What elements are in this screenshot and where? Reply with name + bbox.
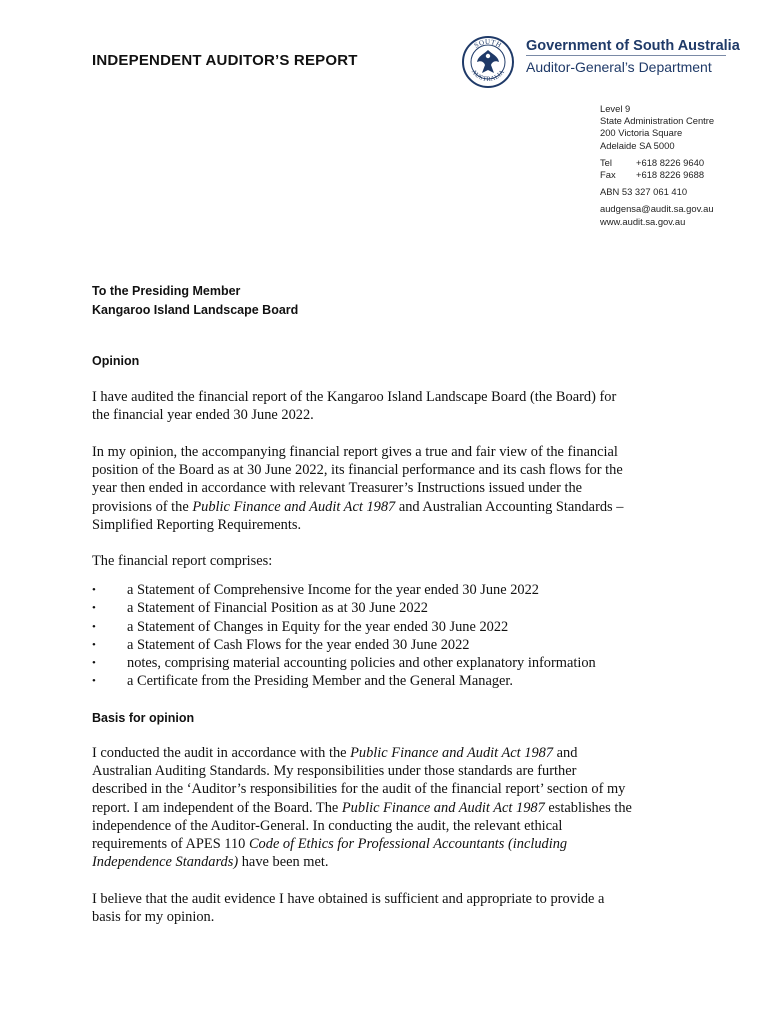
comprises-intro: The financial report comprises: — [92, 553, 273, 569]
svg-text:AUSTRALIA: AUSTRALIA — [469, 68, 507, 83]
list-item: • a Statement of Comprehensive Income for the year ended 30 June 2022 — [92, 581, 596, 599]
address-street: 200 Victoria Square — [600, 127, 683, 139]
code-title: Independence Standards) — [92, 854, 239, 871]
government-name: Government of South Australia — [526, 38, 740, 54]
fax-number: +618 8226 9688 — [636, 169, 705, 181]
svg-text:SOUTH: SOUTH — [472, 37, 504, 50]
email-address: audgensa@audit.sa.gov.au — [600, 203, 714, 215]
report-components-list — [92, 581, 596, 691]
list-item: • a Statement of Changes in Equity for the year ended 30 June 2022 — [92, 618, 596, 636]
basis-paragraph-1: I conducted the audit in accordance with the Public Finance and Audit Act 1987 and Australian Auditing Standards. My responsibilities under those standards are further described in the ‘Auditor’s responsibilities for the audit of the financial report’ section of my report. I am independent of the Board. The Public Finance and Audit Act 1987 establishes the independence of the Auditor-General. In conducting the audit, the relevant ethical requirements of APES 110 Code of Ethics for Professional Accountants (including Independence Standards) have been met. — [92, 745, 632, 871]
act-title: Public Finance and Audit Act 1987 — [350, 745, 554, 761]
addressee-line-1: To the Presiding Member — [92, 284, 241, 298]
list-item: • a Statement of Cash Flows for the year ended 30 June 2022 — [92, 636, 596, 654]
organisation-name — [526, 37, 756, 77]
opinion-heading: Opinion — [92, 354, 140, 368]
opinion-paragraph-1: I have audited the financial report of the Kangaroo Island Landscape Board (the Board) for the financial year ended 30 June 2022. — [92, 389, 617, 424]
address-city: Adelaide SA 5000 — [600, 139, 675, 151]
report-title: INDEPENDENT AUDITOR’S REPORT — [92, 52, 358, 69]
government-crest-logo — [458, 34, 518, 90]
basis-paragraph-2: I believe that the audit evidence I have obtained is sufficient and appropriate to provide a basis for my opinion. — [92, 891, 605, 926]
fax-label: Fax — [600, 169, 616, 181]
act-title: Public Finance and Audit Act 1987 — [192, 498, 396, 515]
list-item: • a Statement of Financial Position as at 30 June 2022 — [92, 599, 596, 617]
office-address-block — [600, 103, 760, 228]
basis-heading: Basis for opinion — [92, 711, 195, 725]
list-item: • a Certificate from the Presiding Member and the General Manager. — [92, 672, 596, 690]
website-address: www.audit.sa.gov.au — [600, 215, 686, 227]
addressee-line-2: Kangaroo Island Landscape Board — [92, 303, 299, 317]
department-name: Auditor-General’s Department — [526, 59, 712, 75]
header-divider — [526, 55, 726, 56]
code-title: Code of Ethics for Professional Accountants (including — [248, 836, 568, 853]
addressee-block — [92, 282, 298, 320]
address-level: Level 9 — [600, 103, 631, 114]
telephone-label: Tel — [600, 156, 612, 168]
telephone-line — [600, 157, 760, 169]
abn: ABN 53 327 061 410 — [600, 186, 688, 198]
fax-line — [600, 169, 760, 181]
telephone-number: +618 8226 9640 — [636, 156, 705, 168]
act-title: Public Finance and Audit Act 1987 — [341, 799, 545, 816]
opinion-paragraph-2: In my opinion, the accompanying financial report gives a true and fair view of the financial position of the Board as at 30 June 2022, its financial performance and its cash flows for the year then ended in accordance with relevant Treasurer’s Instructions issued under the provisions of the Public Finance and Audit Act 1987 and Australian Accounting Standards – Simplified Reporting Requirements. — [92, 444, 624, 533]
list-item: • notes, comprising material accounting policies and other explanatory information — [92, 654, 596, 672]
address-building: State Administration Centre — [600, 115, 715, 127]
